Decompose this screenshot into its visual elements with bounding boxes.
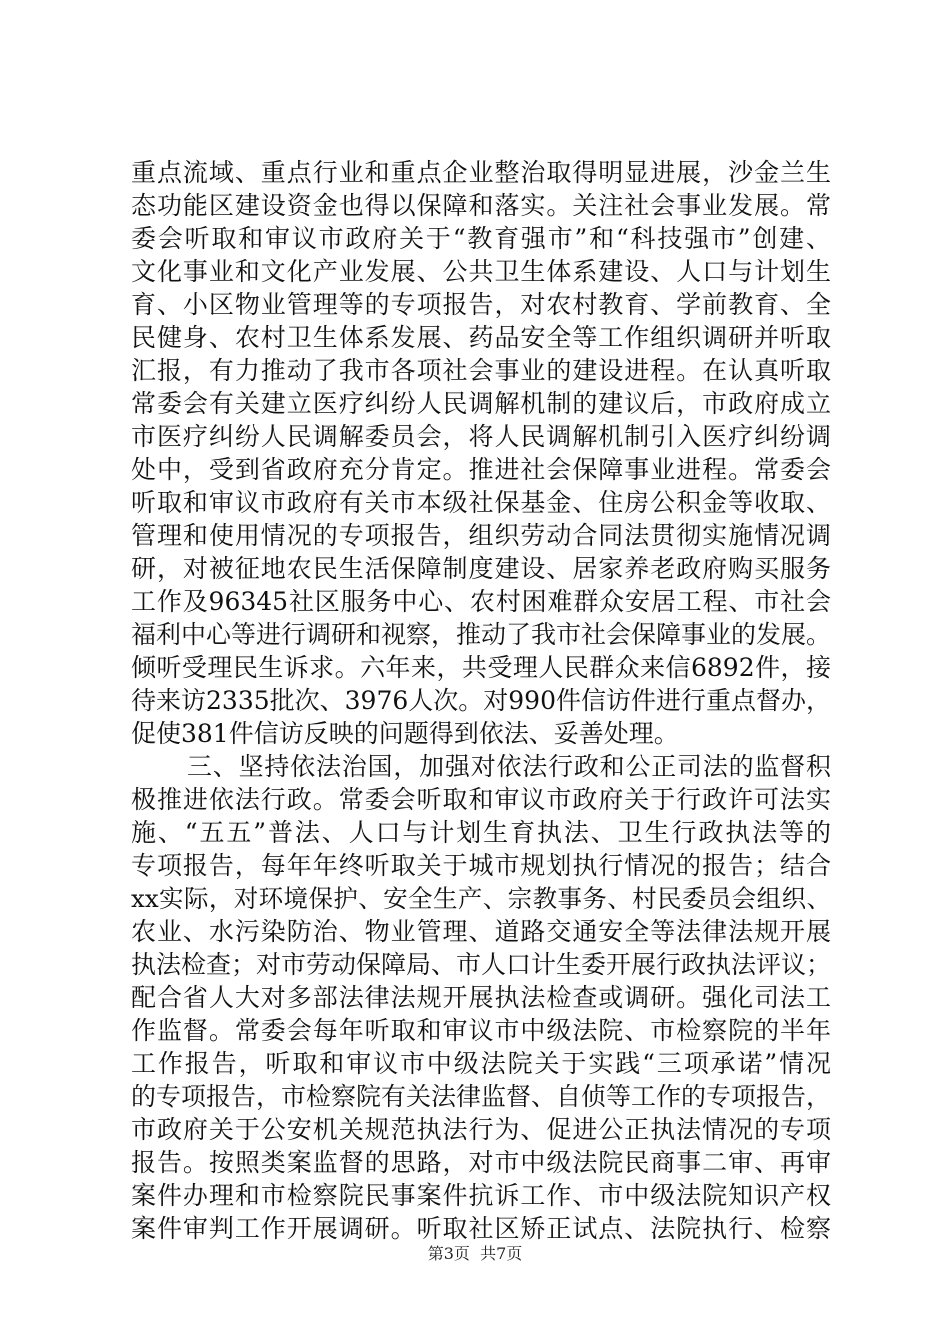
text-line: 的专项报告，市检察院有关法律监督、自侦等工作的专项报告， [131,1082,832,1111]
text-line: 配合省人大对多部法律法规开展执法检查或调研。强化司法工 [131,983,831,1012]
text-line: 待来访2335批次、3976人次。对990件信访件进行重点督办， [131,686,831,715]
paragraph-end-line: 促使381件信访反映的问题得到依法、妥善处理。 [131,719,679,748]
text-line: 案件审判工作开展调研。听取社区矫正试点、法院执行、检察 [131,1214,831,1243]
page-total: 共7页 [480,1244,523,1263]
text-line: 工作报告，听取和审议市中级法院关于实践“三项承诺”情况 [131,1049,831,1078]
footer-separator [470,1244,480,1263]
text-line: 汇报，有力推动了我市各项社会事业的建设进程。在认真听取 [131,356,831,385]
text-line: 管理和使用情况的专项报告，组织劳动合同法贯彻实施情况调 [131,521,831,550]
text-line: 研，对被征地农民生活保障制度建设、居家养老政府购买服务 [131,554,831,583]
text-line: 育、小区物业管理等的专项报告，对农村教育、学前教育、全 [131,290,831,319]
text-line: 极推进依法行政。常委会听取和审议市政府关于行政许可法实 [131,785,831,814]
document-body [131,156,831,1245]
text-line: 处中，受到省政府充分肯定。推进社会保障事业进程。常委会 [131,455,831,484]
text-line: 委会听取和审议市政府关于“教育强市”和“科技强市”创建、 [131,224,831,253]
text-line: 市医疗纠纷人民调解委员会，将人民调解机制引入医疗纠纷调 [131,422,831,451]
text-line: 倾听受理民生诉求。六年来，共受理人民群众来信6892件，接 [131,653,831,682]
text-line: 市政府关于公安机关规范执法行为、促进公正执法情况的专项 [131,1115,831,1144]
text-line: 执法检查；对市劳动保障局、市人口计生委开展行政执法评议； [131,950,832,979]
text-line: 文化事业和文化产业发展、公共卫生体系建设、人口与计划生 [131,257,831,286]
text-line: 福利中心等进行调研和视察，推动了我市社会保障事业的发展。 [131,620,832,649]
section-heading-line: 三、坚持依法治国，加强对依法行政和公正司法的监督积 [187,752,831,781]
text-line: 报告。按照类案监督的思路，对市中级法院民商事二审、再审 [131,1148,831,1177]
text-line: 专项报告，每年年终听取关于城市规划执行情况的报告；结合 [131,851,831,880]
text-line: 常委会有关建立医疗纠纷人民调解机制的建议后，市政府成立 [131,389,831,418]
text-line: 工作及96345社区服务中心、农村困难群众安居工程、市社会 [131,587,831,616]
text-line: 态功能区建设资金也得以保障和落实。关注社会事业发展。常 [131,191,831,220]
text-line: 案件办理和市检察院民事案件抗诉工作、市中级法院知识产权 [131,1181,831,1210]
text-line: 听取和审议市政府有关市本级社保基金、住房公积金等收取、 [131,488,831,517]
text-line: 农业、水污染防治、物业管理、道路交通安全等法律法规开展 [131,917,831,946]
text-line: 作监督。常委会每年听取和审议市中级法院、市检察院的半年 [131,1016,831,1045]
text-line: 重点流域、重点行业和重点企业整治取得明显进展，沙金兰生 [131,158,831,187]
text-line: 民健身、农村卫生体系发展、药品安全等工作组织调研并听取 [131,323,831,352]
page-footer [0,1243,950,1265]
text-line: xx实际，对环境保护、安全生产、宗教事务、村民委员会组织、 [131,884,831,913]
page-number: 第3页 [427,1244,470,1263]
text-line: 施、“五五”普法、人口与计划生育执法、卫生行政执法等的 [131,818,831,847]
